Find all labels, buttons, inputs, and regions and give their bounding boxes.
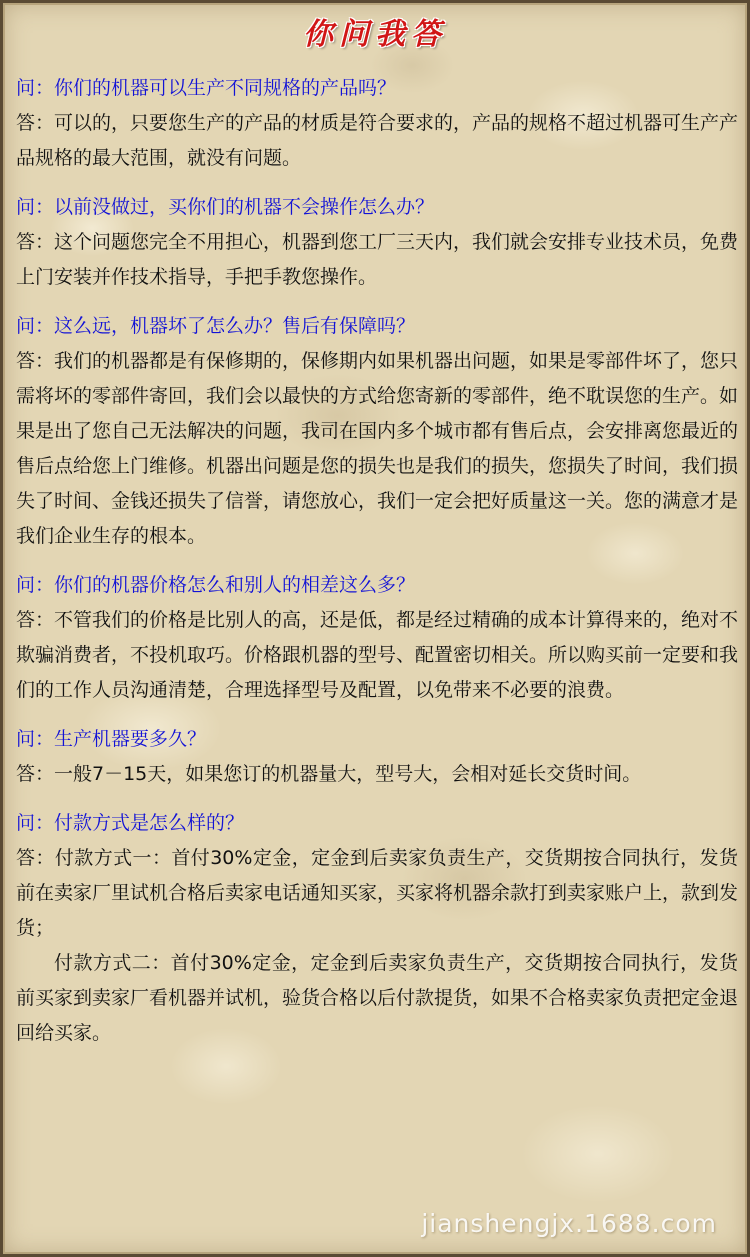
question-1: 问：你们的机器可以生产不同规格的产品吗？ [16, 77, 397, 99]
site-watermark: jianshengjx.1688.com [421, 1209, 717, 1238]
faq-item-2 [16, 190, 738, 295]
question-4: 问：你们的机器价格怎么和别人的相差这么多？ [16, 574, 416, 596]
page-title: 你问我答 [303, 17, 447, 52]
answer-6-method-1: 答：付款方式一：首付30%定金，定金到后卖家负责生产，交货期按合同执行，发货前在卖家厂里试机合格后卖家电话通知买家，买家将机器余款打到卖家账户上，款到发货； [16, 847, 739, 939]
question-5: 问：生产机器要多久？ [16, 728, 207, 750]
faq-item-1 [16, 71, 738, 176]
answer-4: 答：不管我们的价格是比别人的高，还是低，都是经过精确的成本计算得来的，绝对不欺骗消费者，不投机取巧。价格跟机器的型号、配置密切相关。所以购买前一定要和我们的工作人员沟通清楚，合理选择型号及配置，以免带来不必要的浪费。 [16, 609, 739, 701]
faq-item-4 [16, 568, 738, 708]
answer-3: 答：我们的机器都是有保修期的，保修期内如果机器出问题，如果是零部件坏了，您只需将坏的零部件寄回，我们会以最快的方式给您寄新的零部件，绝不耽误您的生产。如果是出了您自己无法解决的问题，我司在国内多个城市都有售后点，会安排离您最近的售后点给您上门维修。机器出问题是您的损失也是我们的损失，您损失了时间，我们损失了时间、金钱还损失了信誉，请您放心，我们一定会把好质量这一关。您的满意才是我们企业生存的根本。 [16, 350, 739, 547]
answer-2: 答：这个问题您完全不用担心，机器到您工厂三天内，我们就会安排专业技术员，免费上门安装并作技术指导，手把手教您操作。 [16, 231, 739, 288]
question-3: 问：这么远，机器坏了怎么办？售后有保障吗？ [16, 315, 416, 337]
answer-6-method-2: 付款方式二：首付30%定金，定金到后卖家负责生产，交货期按合同执行，发货前买家到卖家厂看机器并试机，验货合格以后付款提货，如果不合格卖家负责把定金退回给买家。 [16, 952, 739, 1044]
question-2: 问：以前没做过，买你们的机器不会操作怎么办？ [16, 196, 435, 218]
faq-list [16, 71, 738, 1065]
faq-item-5 [16, 722, 738, 792]
faq-item-3 [16, 309, 738, 554]
answer-1: 答：可以的，只要您生产的产品的材质是符合要求的，产品的规格不超过机器可生产产品规格的最大范围，就没有问题。 [16, 112, 739, 169]
question-6: 问：付款方式是怎么样的？ [16, 812, 245, 834]
answer-5: 答：一般7－15天，如果您订的机器量大，型号大，会相对延长交货时间。 [16, 763, 642, 785]
faq-item-6 [16, 806, 738, 1051]
